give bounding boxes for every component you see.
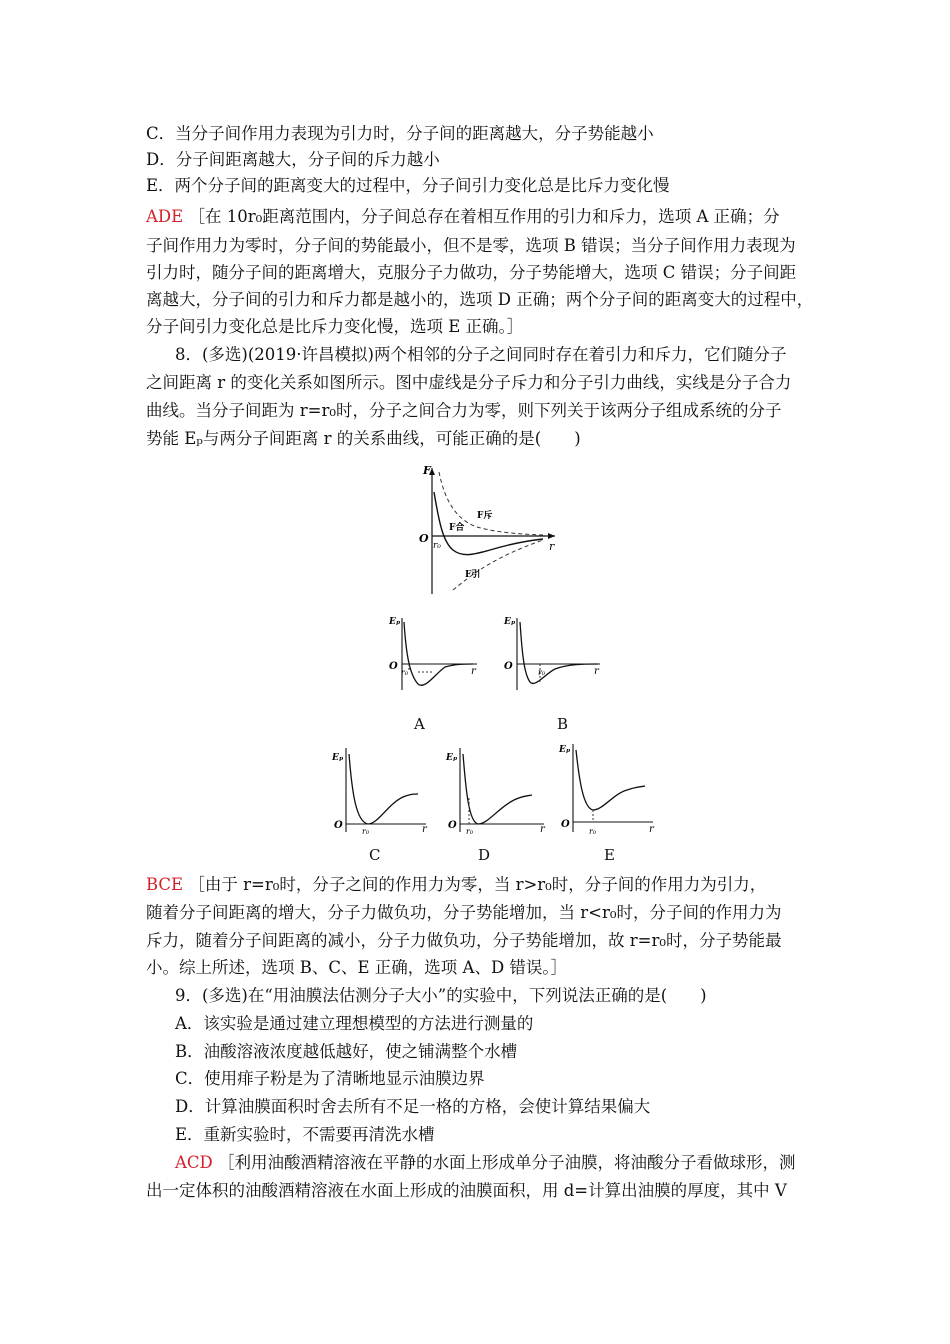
- paragraph-line: 出一定体积的油酸酒精溶液在水面上形成的油膜面积，用 d=计算出油膜的厚度，其中 V: [146, 1181, 787, 1200]
- answer-8: [146, 872, 766, 898]
- option-a: A．该实验是通过建立理想模型的方法进行测量的: [175, 1014, 534, 1033]
- answer-9: [175, 1150, 796, 1176]
- r-axis-arrow: [548, 533, 555, 539]
- option-c: C．当分子间作用力表现为引力时，分子间的距离越大，分子势能越小: [146, 124, 654, 143]
- paragraph-line: 随着分子间距离的增大，分子力做负功，分子势能增加，当 r<r₀时，分子间的作用力为: [146, 903, 782, 922]
- ep-label: Eₚ: [504, 617, 516, 627]
- option-d: D．计算油膜面积时舍去所有不足一格的方格，会使计算结果偏大: [175, 1097, 651, 1116]
- caption-d: D: [478, 846, 491, 864]
- paragraph-line: 之间距离 r 的变化关系如图所示。图中虚线是分子斥力和分子引力曲线，实线是分子合力: [146, 373, 792, 392]
- ep-label: Eₚ: [389, 617, 401, 627]
- r0-label: r₀: [538, 668, 546, 677]
- ep-label: Eₚ: [446, 753, 458, 763]
- f-rep-label: F斥: [477, 511, 493, 521]
- origin-label: O: [334, 820, 343, 831]
- r-label: r: [422, 824, 427, 835]
- caption-e: E: [604, 846, 615, 864]
- answer-explanation: ［由于 r=r₀时，分子之间的作用力为零，当 r>r₀时，分子间的作用力为引力，: [188, 875, 767, 894]
- answer-key: ACD: [175, 1153, 213, 1172]
- graph-b: [500, 612, 610, 694]
- paragraph-line: 离越大，分子间的引力和斥力都是越小的，选项 D 正确；两个分子间的距离变大的过程中，: [146, 290, 814, 309]
- ep-curve: [520, 622, 598, 683]
- answer-explanation: ［利用油酸酒精溶液在平静的水面上形成单分子油膜，将油酸分子看做球形，测: [218, 1153, 796, 1172]
- f-label: F: [423, 464, 431, 477]
- paragraph-line: 引力时，随分子间的距离增大，克服分子力做功，分子势能增大，选项 C 错误；分子间距: [146, 263, 797, 282]
- origin-label: O: [448, 820, 457, 831]
- r0-label: r₀: [466, 827, 474, 836]
- paragraph-line: 斥力，随着分子间距离的减小，分子力做负功，分子势能增加，故 r=r₀时，分子势能最: [146, 931, 782, 950]
- question-9: 9．(多选)在“用油膜法估测分子大小”的实验中，下列说法正确的是( ): [175, 986, 707, 1005]
- f-net-label: F合: [449, 523, 465, 533]
- option-c: C．使用痱子粉是为了清晰地显示油膜边界: [175, 1069, 485, 1088]
- option-d: D．分子间距离越大，分子间的斥力越小: [146, 150, 440, 169]
- graph-a: [385, 612, 485, 694]
- r-label: r: [649, 824, 654, 835]
- paragraph-line: 势能 Eₚ与两分子间距离 r 的关系曲线，可能正确的是( ): [146, 429, 581, 448]
- r-label: r: [549, 540, 555, 553]
- graph-d: [442, 742, 552, 837]
- ep-curve: [349, 754, 418, 824]
- option-b: B．油酸溶液浓度越低越好，使之铺满整个水槽: [175, 1042, 518, 1061]
- ep-label: Eₚ: [332, 753, 344, 763]
- paragraph-line: 曲线。当分子间距为 r=r₀时，分子之间合力为零，则下列关于该两分子组成系统的分子: [146, 401, 782, 420]
- r-label: r: [594, 666, 599, 677]
- r0-label: r₀: [589, 827, 597, 836]
- r0-label: r₀: [362, 827, 370, 836]
- ep-curve: [463, 754, 532, 824]
- r0-label: r₀: [433, 541, 441, 551]
- origin-label: O: [389, 661, 398, 672]
- ep-curve: [576, 750, 645, 810]
- question-8: 8．(多选)(2019·许昌模拟)两个相邻的分子之间同时存在着引力和斥力，它们随分子: [175, 345, 787, 364]
- option-e: E．两个分子间的距离变大的过程中，分子间引力变化总是比斥力变化慢: [146, 176, 670, 195]
- ep-curve: [404, 622, 473, 685]
- caption-b: B: [557, 715, 569, 733]
- force-graph: [415, 462, 565, 600]
- paragraph-line: 子间作用力为零时，分子间的势能最小，但不是零，选项 B 错误；当分子间作用力表现为: [146, 236, 796, 255]
- caption-a: A: [414, 715, 425, 733]
- origin-label: O: [419, 532, 429, 545]
- answer-7: [146, 204, 780, 230]
- answer-explanation: ［在 10r₀距离范围内，分子间总存在着相互作用的引力和斥力，选项 A 正确；分: [188, 207, 780, 226]
- r-label: r: [540, 824, 545, 835]
- graph-c: [328, 742, 433, 837]
- option-e: E．重新实验时，不需要再清洗水槽: [175, 1125, 435, 1144]
- caption-c: C: [369, 846, 381, 864]
- f-att-label: F引: [465, 570, 481, 580]
- r0-label: r₀: [401, 668, 409, 677]
- r-label: r: [471, 666, 476, 677]
- ep-label: Eₚ: [559, 745, 571, 755]
- answer-key: ADE: [146, 207, 184, 226]
- origin-label: O: [504, 661, 513, 672]
- graph-e: [555, 738, 660, 837]
- answer-key: BCE: [146, 875, 184, 894]
- origin-label: O: [561, 819, 570, 830]
- paragraph-line: 小。综上所述，选项 B、C、E 正确，选项 A、D 错误。］: [146, 958, 568, 977]
- paragraph-line: 分子间引力变化总是比斥力变化慢，选项 E 正确。］: [146, 317, 524, 336]
